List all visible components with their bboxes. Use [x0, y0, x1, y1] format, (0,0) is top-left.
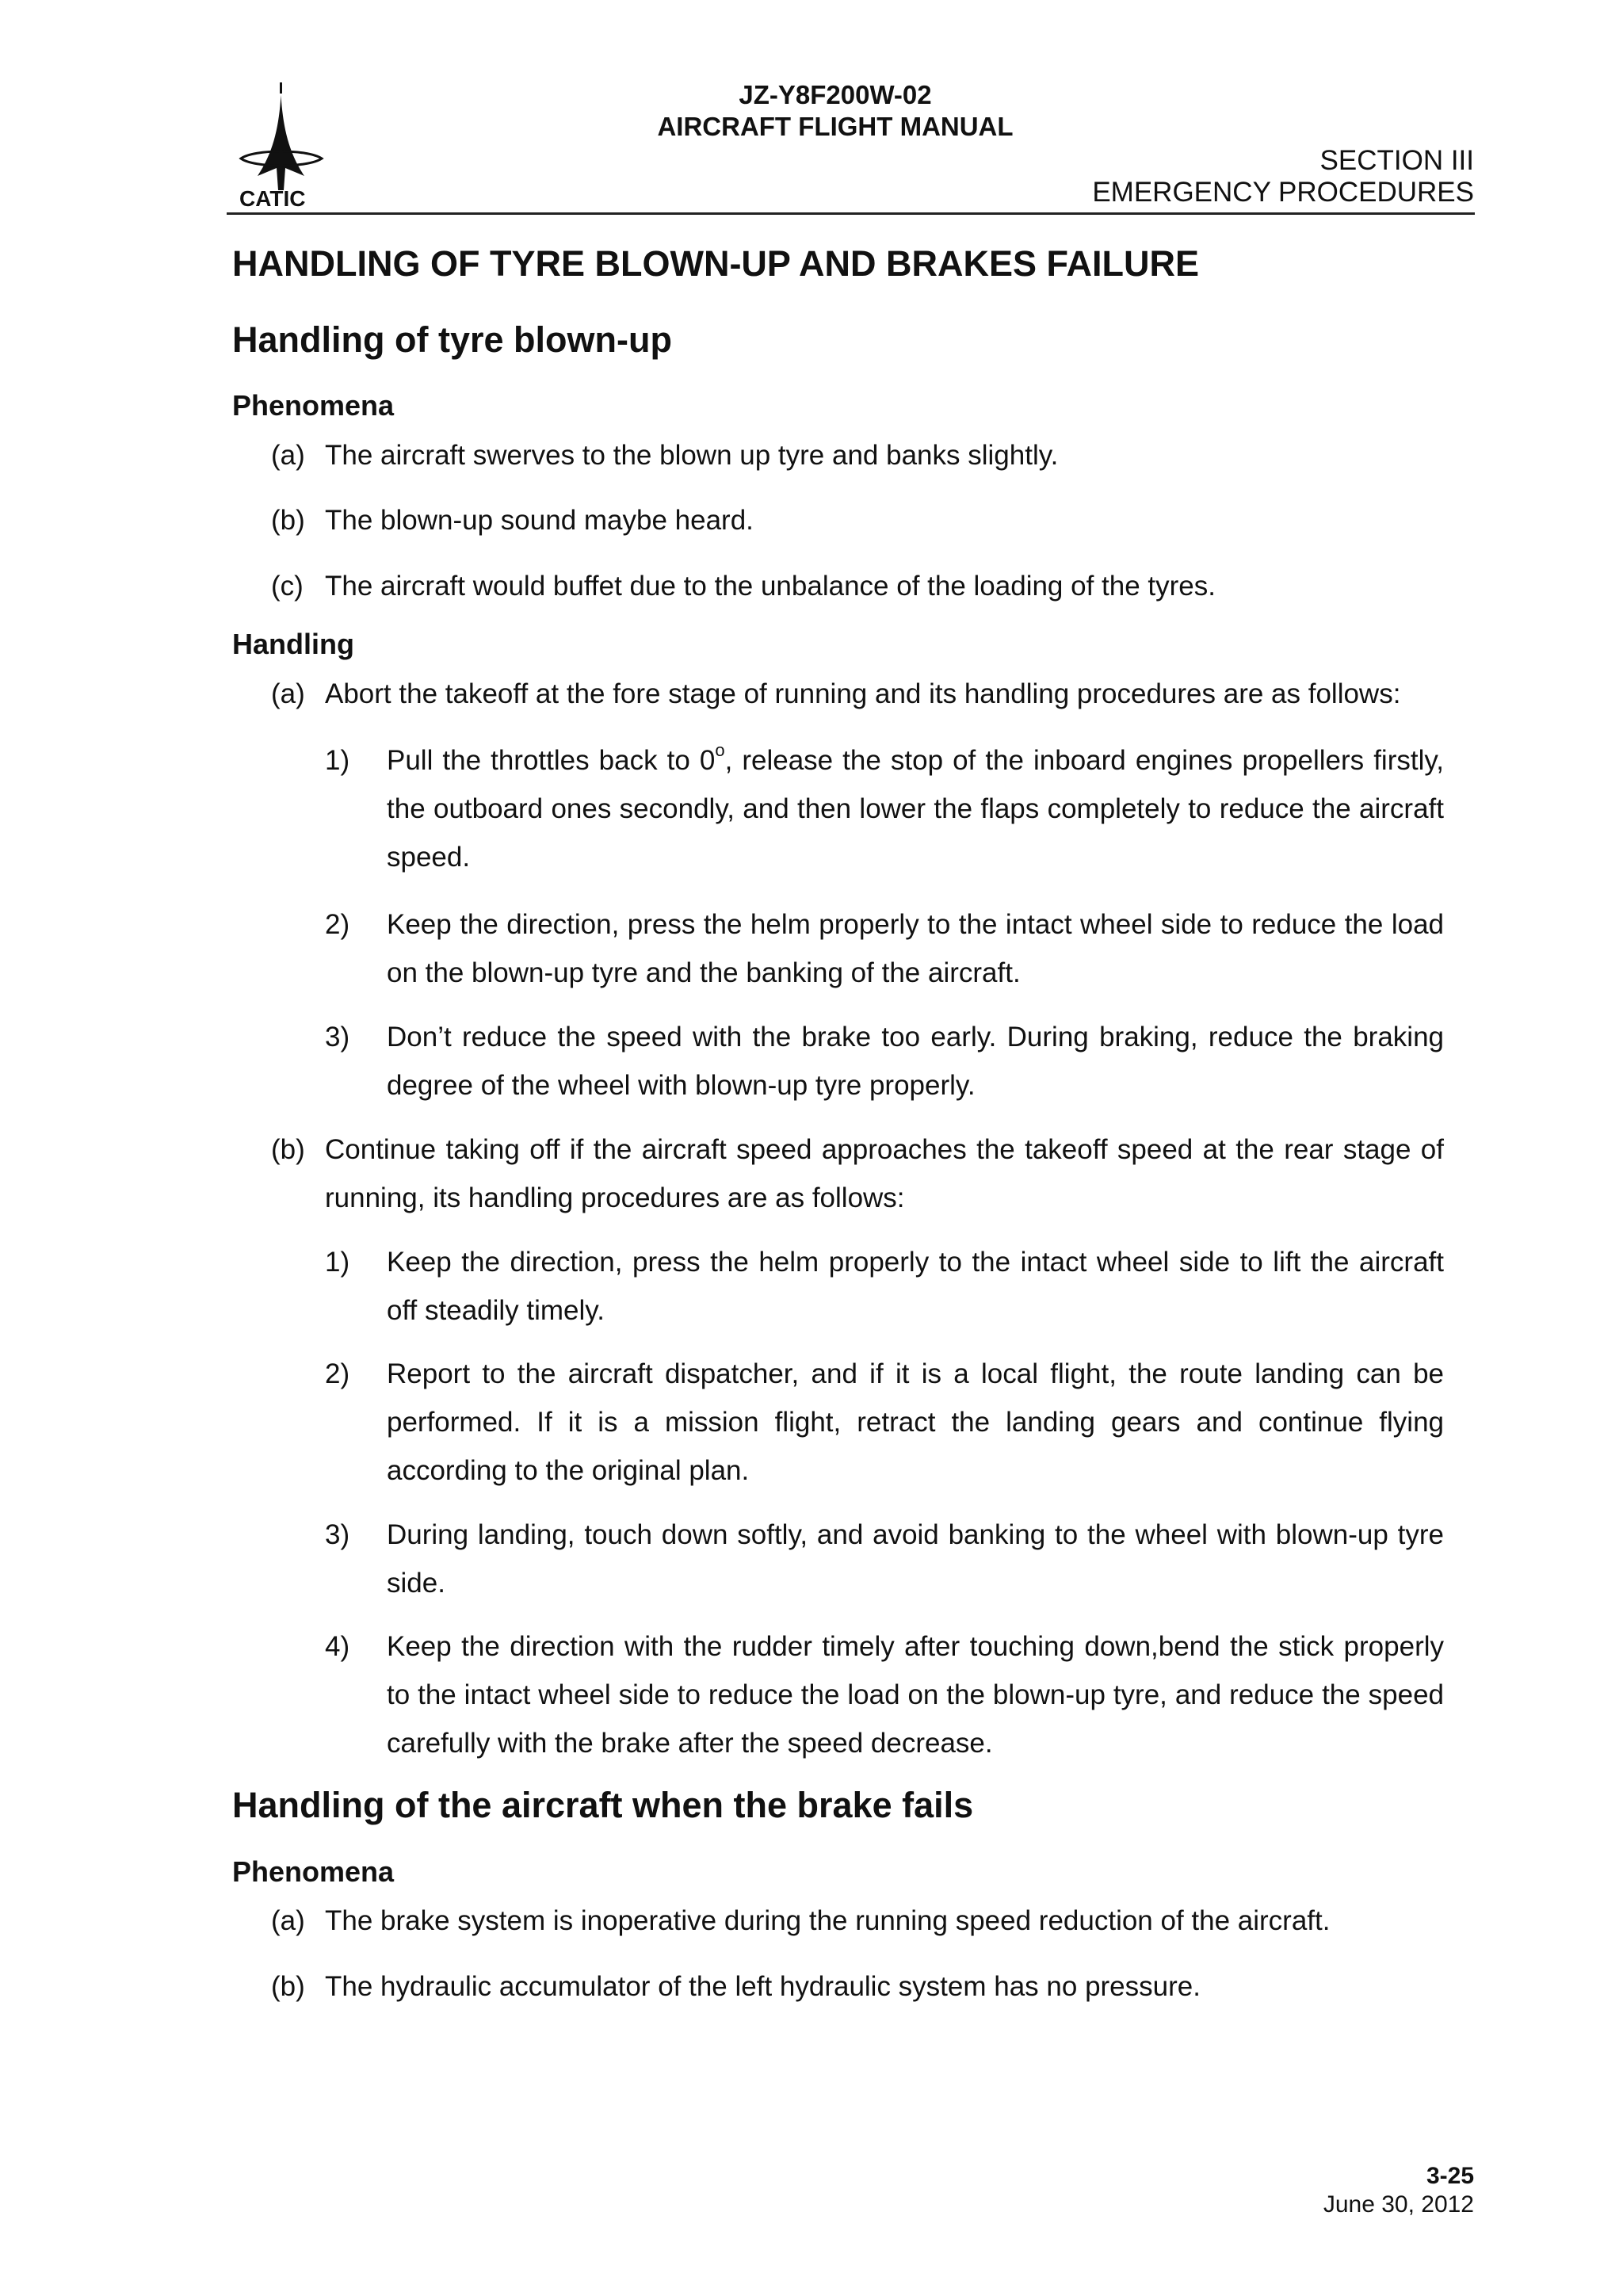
list-item-text: The hydraulic accumulator of the left hydraulic system has no pressure. — [325, 1971, 1201, 2002]
list-item-text: The aircraft swerves to the blown up tyre and banks slightly. — [325, 440, 1059, 471]
step-text — [387, 736, 1444, 881]
step-marker: 1) — [325, 745, 350, 776]
step-marker: 2) — [325, 909, 350, 940]
list-marker: (a) — [271, 440, 305, 471]
step-text: Report to the aircraft dispatcher, and if it is a local flight, the route landing can be performed. If it is a mission flight, retract the landing gears and continue flying according to the original plan. — [387, 1358, 1444, 1486]
step-text: Keep the direction, press the helm properly to the intact wheel side to reduce the load on the blown-up tyre and the banking of the aircraft. — [387, 909, 1444, 988]
step-text: During landing, touch down softly, and avoid banking to the wheel with blown-up tyre side. — [387, 1519, 1444, 1599]
list-item-text: The blown-up sound maybe heard. — [325, 505, 754, 536]
list-item-text: The brake system is inoperative during the running speed reduction of the aircraft. — [325, 1905, 1331, 1936]
step-marker: 1) — [325, 1247, 350, 1278]
section-label: SECTION III — [1319, 145, 1474, 176]
revision-date: June 30, 2012 — [1323, 2191, 1474, 2218]
list-item-text: The aircraft would buffet due to the unbalance of the loading of the tyres. — [325, 571, 1216, 602]
step-text-part: Pull the throttles back to 0 — [387, 745, 716, 776]
list-marker: (b) — [271, 1971, 305, 2002]
step-marker: 2) — [325, 1358, 350, 1389]
degree-superscript: o — [715, 740, 725, 761]
list-marker: (c) — [271, 571, 304, 602]
step-marker: 3) — [325, 1022, 350, 1052]
page-number: 3-25 — [1426, 2163, 1474, 2189]
header-divider — [227, 212, 1475, 215]
list-marker: (a) — [271, 678, 305, 709]
list-item-text: Abort the takeoff at the fore stage of running and its handling procedures are as follows: — [325, 678, 1401, 709]
section-heading-tyre-blown-up: Handling of tyre blown-up — [232, 319, 672, 360]
step-text: Keep the direction with the rudder timely after touching down,bend the stick properly to the intact wheel side to reduce the load on the blown-up tyre, and reduce the speed carefully with the brake after the speed decrease. — [387, 1631, 1444, 1759]
svg-text:CATIC: CATIC — [239, 186, 306, 211]
step-marker: 3) — [325, 1519, 350, 1550]
step-text: Don’t reduce the speed with the brake too early. During braking, reduce the braking degree of the wheel with blown-up tyre properly. — [387, 1022, 1444, 1101]
list-marker: (a) — [271, 1905, 305, 1936]
list-marker: (b) — [271, 1134, 305, 1165]
handling-heading: Handling — [232, 628, 354, 660]
document-number: JZ-Y8F200W-02 — [739, 80, 932, 109]
section-heading-brake-fails: Handling of the aircraft when the brake fails — [232, 1785, 974, 1825]
step-text: Keep the direction, press the helm properly to the intact wheel side to lift the aircraft off steadily timely. — [387, 1247, 1444, 1326]
list-item-text: Continue taking off if the aircraft speed approaches the takeoff speed at the rear stage of running, its handling procedures are as follows: — [325, 1134, 1444, 1213]
step-marker: 4) — [325, 1631, 350, 1662]
page-title: HANDLING OF TYRE BLOWN-UP AND BRAKES FAILURE — [232, 243, 1199, 284]
chapter-label: EMERGENCY PROCEDURES — [1092, 177, 1474, 208]
list-marker: (b) — [271, 505, 305, 536]
phenomena-heading: Phenomena — [232, 389, 395, 422]
manual-title: AIRCRAFT FLIGHT MANUAL — [657, 112, 1014, 141]
phenomena-heading: Phenomena — [232, 1855, 395, 1888]
step-text-part: , release the stop of the inboard engines propellers firstly, the outboard ones secondly, and then lower the flaps completely to reduce the aircraft speed. — [387, 745, 1444, 873]
